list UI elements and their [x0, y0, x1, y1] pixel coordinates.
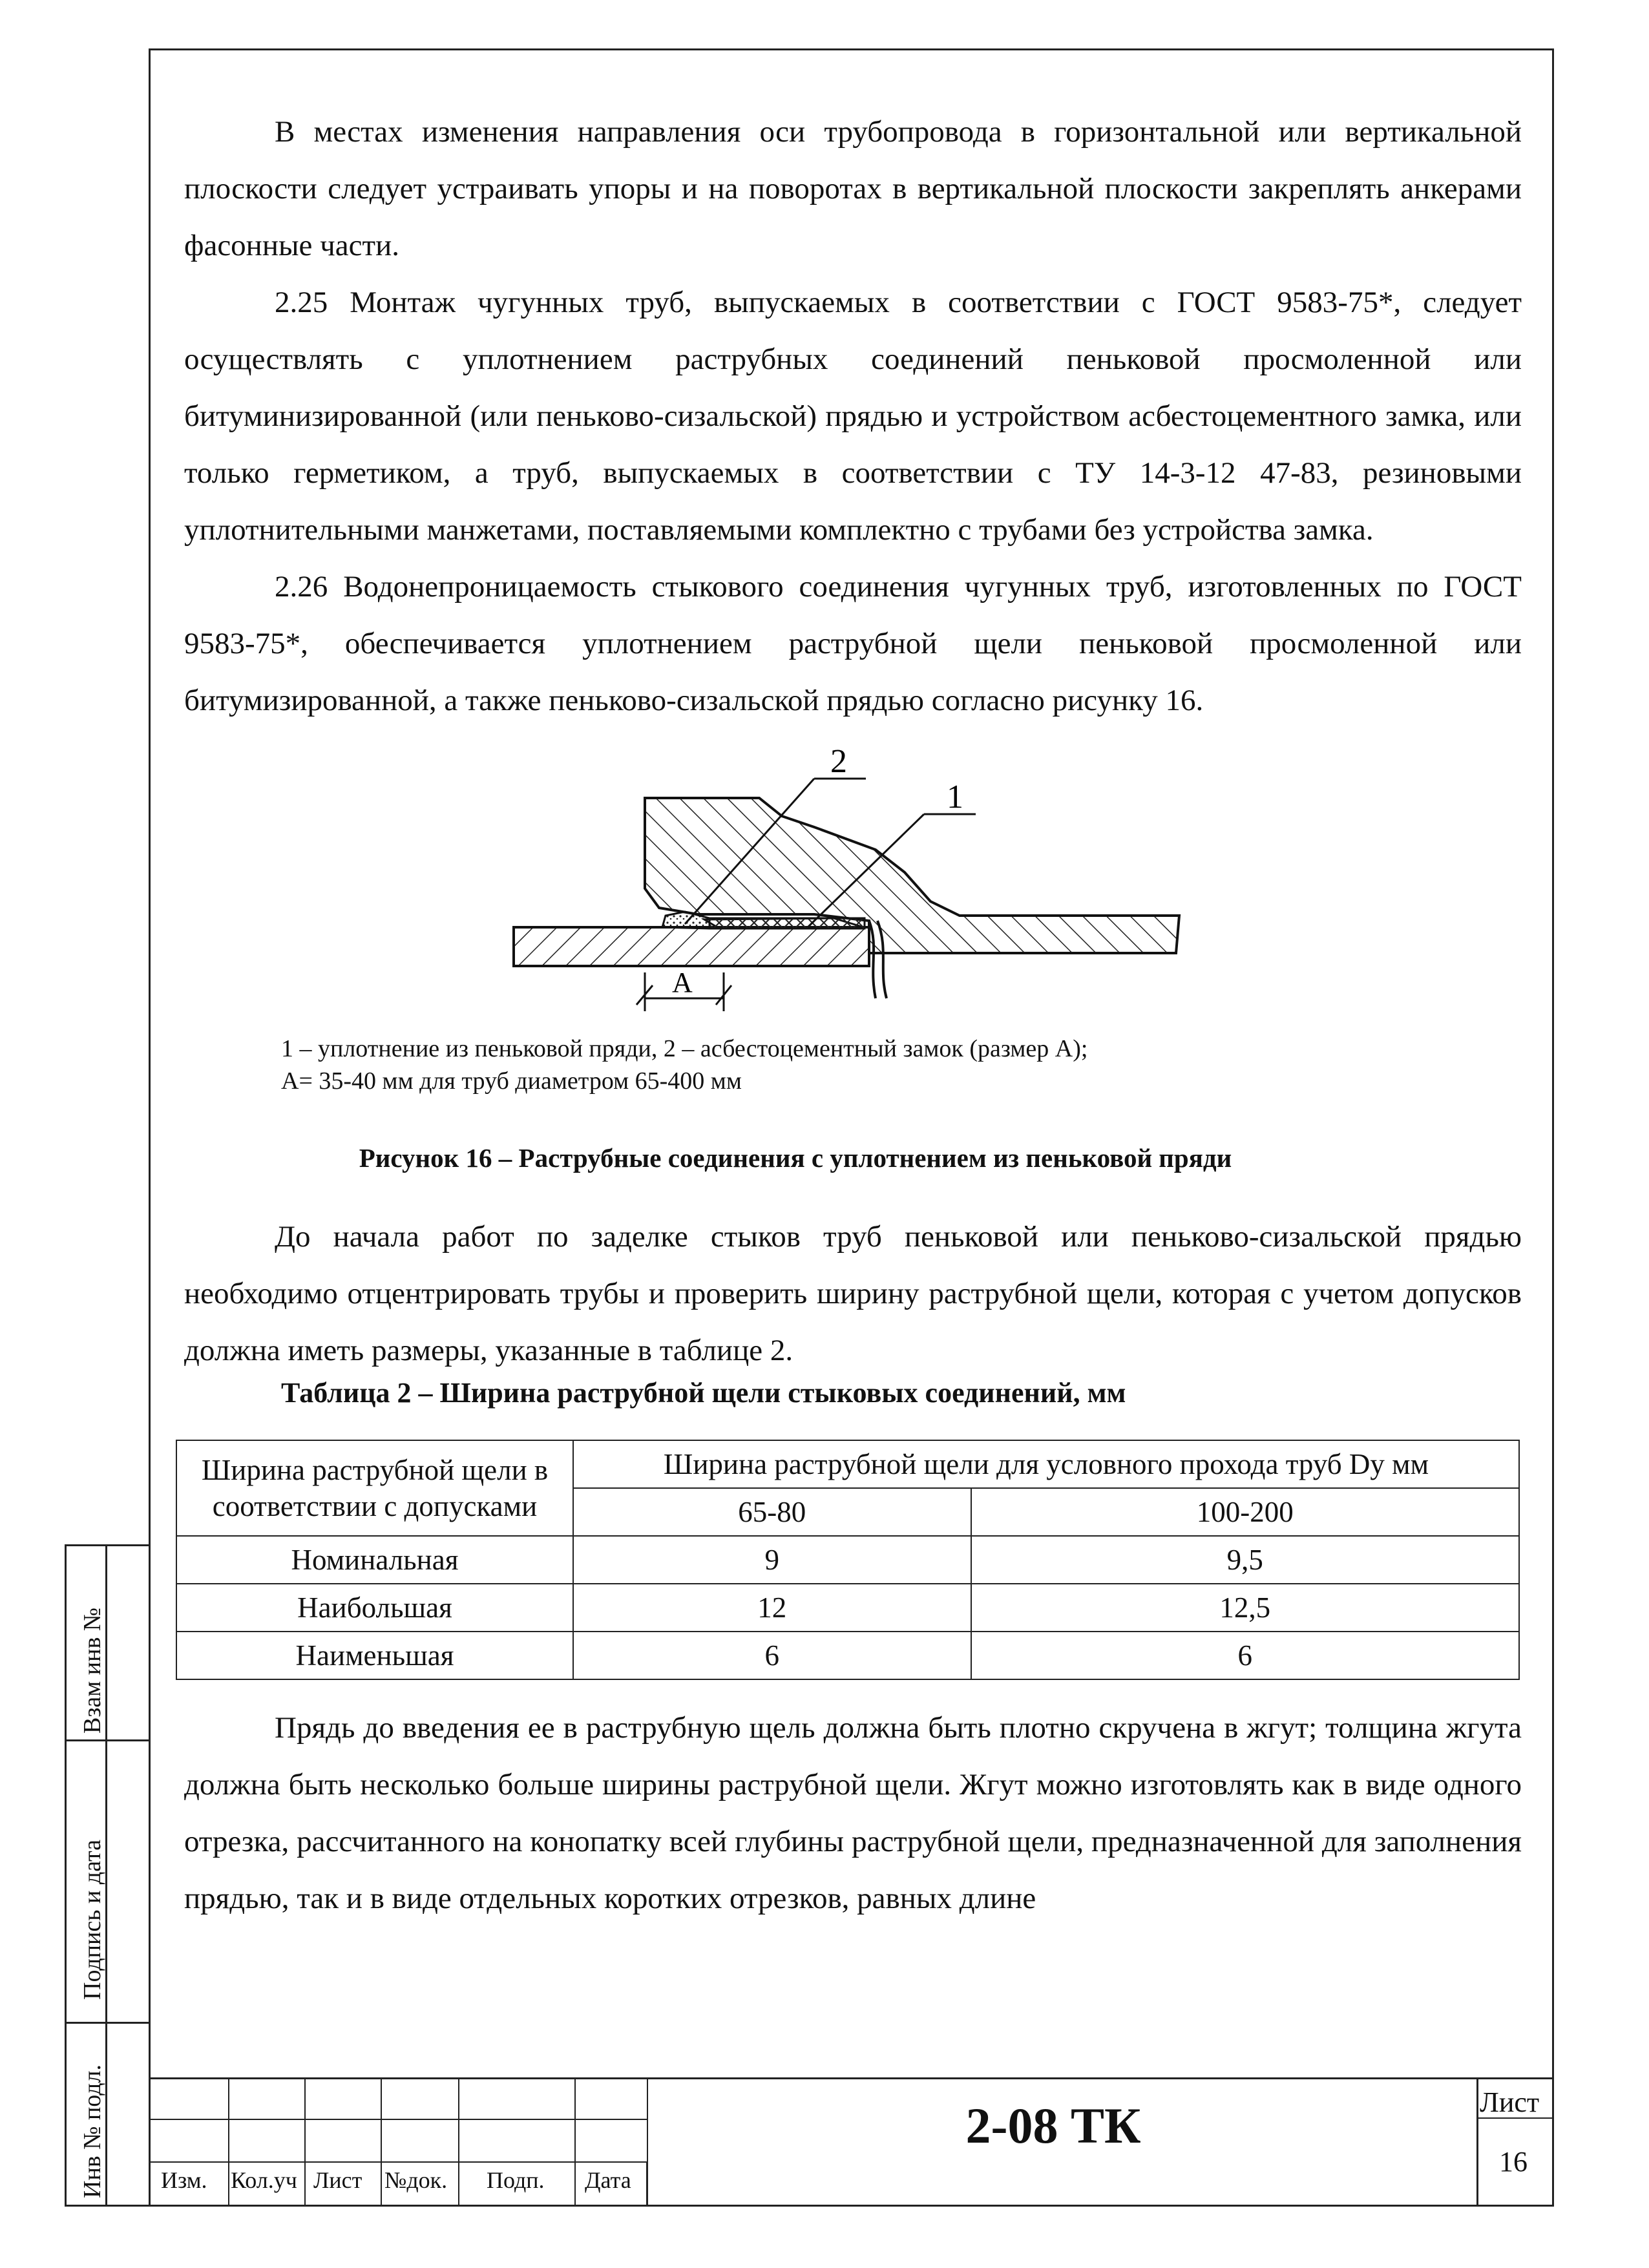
col-100-200: 100-200	[971, 1488, 1519, 1536]
side-label-vzam: Взам инв №	[79, 1607, 106, 1734]
hemp-seal-body	[709, 918, 865, 929]
sheet-number: 16	[1499, 2146, 1528, 2178]
label-1: 1	[947, 779, 963, 815]
table-row	[176, 1632, 1519, 1679]
side-label-inv: Инв № подл.	[79, 2064, 106, 2198]
col-65-80: 65-80	[573, 1488, 971, 1536]
figure-16-drawing	[504, 743, 1202, 1024]
label-A: A	[672, 967, 693, 998]
row-value: 6	[573, 1632, 971, 1679]
table-row	[176, 1584, 1519, 1632]
row-name: Наименьшая	[176, 1632, 573, 1679]
tb-list: Лист	[313, 2167, 362, 2193]
side-label-podpis: Подпись и дата	[79, 1839, 106, 2000]
header-right: Ширина раструбной щели для условного прохода труб Dy мм	[573, 1440, 1519, 1488]
tb-ndok: №док.	[384, 2167, 448, 2193]
figure-caption	[281, 1033, 1087, 1097]
row-value: 12	[573, 1584, 971, 1632]
figure-title-text: Рисунок 16 – Раструбные соединения с уплотнением из пеньковой пряди	[359, 1143, 1232, 1173]
spigot-pipe	[514, 927, 869, 966]
row-name: Наибольшая	[176, 1584, 573, 1632]
paragraph-before-table: До начала работ по заделке стыков труб пеньковой или пеньково-сизальской прядью необходимо отцентрировать трубы и проверить ширину раструбной щели, которая с учетом допусков должна иметь размеры, указанные в таблице 2.	[184, 1220, 1522, 1367]
tb-podp: Подп.	[487, 2167, 545, 2193]
caption-line-1: 1 – уплотнение из пеньковой пряди, 2 – асбестоцементный замок (размер А);	[281, 1035, 1088, 1062]
tb-kolvo: Кол.уч	[231, 2167, 297, 2193]
row-value: 9	[573, 1536, 971, 1584]
table-2	[176, 1440, 1520, 1680]
paragraph: В местах изменения направления оси трубопровода в горизонтальной или вертикальной плоскости следует устраивать упоры и на поворотах в вертикальной плоскости закреплять анкерами фасонные части.	[184, 115, 1522, 262]
tb-izm: Изм.	[161, 2167, 207, 2193]
sheet-label: Лист	[1480, 2086, 1540, 2118]
row-name: Номинальная	[176, 1536, 573, 1584]
row-value: 9,5	[971, 1536, 1519, 1584]
document-code: 2-08 ТК	[965, 2097, 1141, 2154]
body-text-middle	[184, 1208, 1522, 1379]
tb-data: Дата	[585, 2167, 631, 2193]
paragraph-2-26: 2.26 Водонепроницаемость стыкового соединения чугунных труб, изготовленных по ГОСТ 9583-75*, обеспечивается уплотнением раструбной щели пеньковой просмоленной или битумизированной, а также пеньково-сизальской прядью согласно рисунку 16.	[184, 570, 1522, 717]
body-text-bottom	[184, 1699, 1522, 1927]
caption-line-2: А= 35-40 мм для труб диаметром 65-400 мм	[281, 1067, 742, 1095]
header-left: Ширина раструбной щели в соответствии с допусками	[176, 1440, 573, 1536]
table-title: Таблица 2 – Ширина раструбной щели стыковых соединений, мм	[281, 1377, 1126, 1409]
paragraph-2-25: 2.25 Монтаж чугунных труб, выпускаемых в соответствии с ГОСТ 9583-75*, следует осуществлять с уплотнением раструбных соединений пеньковой просмоленной или битуминизированной (или пеньково-сизальской) прядью и устройством асбестоцементного замка, или только герметиком, а труб, выпускаемых в соответствии с ТУ 14-3-12 47-83, резиновыми уплотнительными манжетами, поставляемыми комплектно с трубами без устройства замка.	[184, 286, 1522, 547]
side-stamp-podpis	[65, 1739, 151, 2024]
row-value: 12,5	[971, 1584, 1519, 1632]
table-row	[176, 1536, 1519, 1584]
label-2: 2	[830, 743, 847, 780]
side-stamp-inv	[65, 2022, 151, 2207]
side-stamp-vzam	[65, 1544, 151, 1741]
row-value: 6	[971, 1632, 1519, 1679]
paragraph-last: Прядь до введения ее в раструбную щель должна быть плотно скручена в жгут; толщина жгута должна быть несколько больше ширины раструбной щели. Жгут можно изготовлять как в виде одного отрезка, рассчитанного на конопатку всей глубины раструбной щели, предназначенной для заполнения прядью, так и в виде отдельных коротких отрезков, равных длине	[184, 1711, 1522, 1915]
body-text-top	[184, 103, 1522, 729]
figure-title	[0, 1142, 1649, 1173]
